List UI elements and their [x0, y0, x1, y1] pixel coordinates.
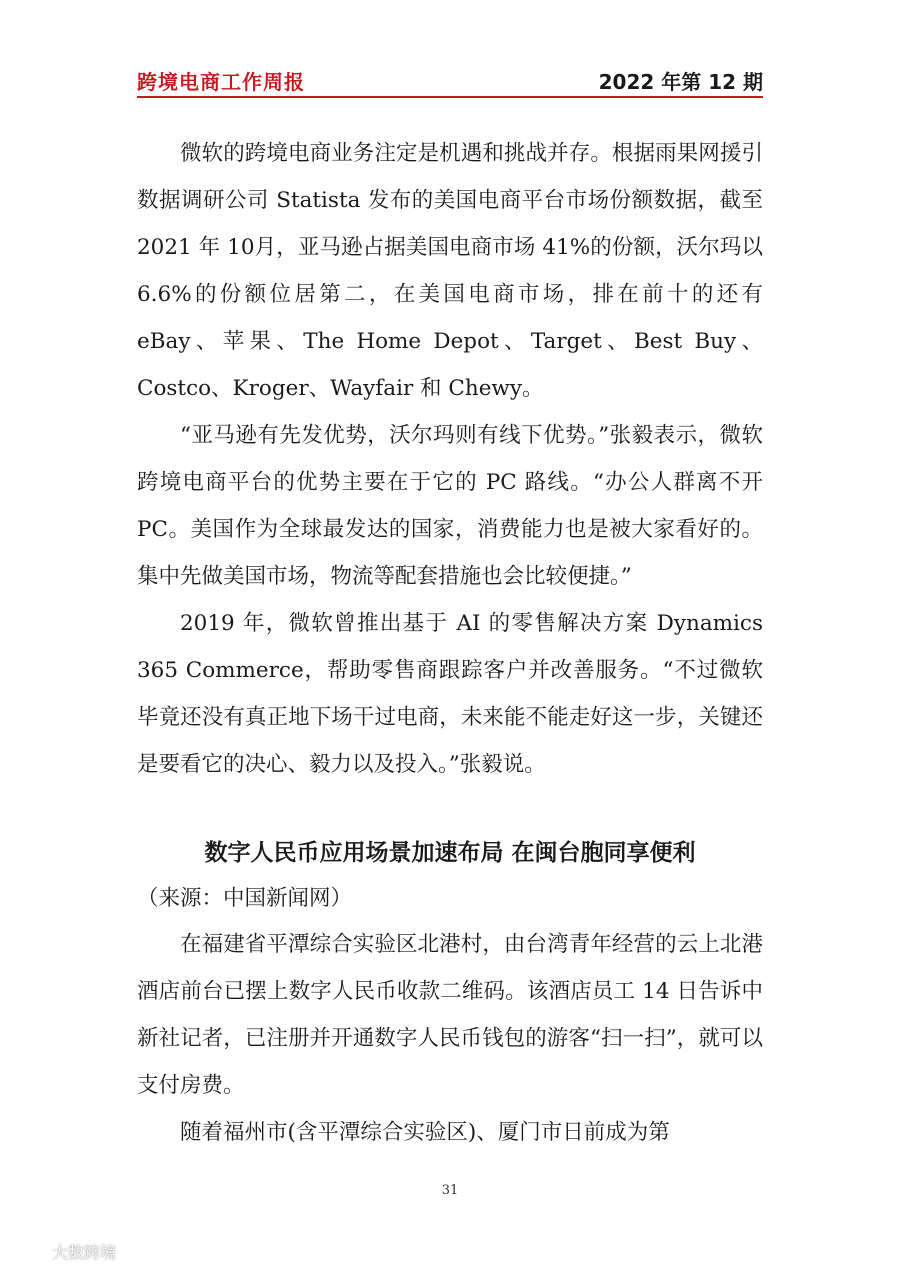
- article-source: （来源：中国新闻网）: [137, 886, 353, 911]
- paragraph: 在福建省平潭综合实验区北港村，由台湾青年经营的云上北港酒店前台已摆上数字人民币收款二维码。该酒店员工 14 日告诉中新社记者，已注册并开通数字人民币钱包的游客“扫一扫”，就可以支付房费。: [137, 932, 763, 1098]
- paragraph: “亚马逊有先发优势，沃尔玛则有线下优势。”张毅表示，微软跨境电商平台的优势主要在于它的 PC 路线。“办公人群离不开 PC。美国作为全球最发达的国家，消费能力也是被大家看好的。集中先做美国市场，物流等配套措施也会比较便捷。”: [137, 423, 763, 589]
- watermark-text: 大数跨境: [52, 1243, 117, 1262]
- page-body: [137, 130, 763, 1156]
- paragraph: 随着福州市(含平潭综合实验区)、厦门市日前成为第: [180, 1120, 670, 1145]
- page-number: 31: [441, 1183, 459, 1198]
- article-title: 数字人民币应用场景加速布局 在闽台胞同享便利: [204, 840, 696, 866]
- publication-title: 跨境电商工作周报: [137, 70, 305, 94]
- paragraph: 微软的跨境电商业务注定是机遇和挑战并存。根据雨果网援引数据调研公司 Statista 发布的美国电商平台市场份额数据，截至 2021 年 10月，亚马逊占据美国电商市场 41%的份额，沃尔玛以 6.6%的份额位居第二，在美国电商市场，排在前十的还有 eBay、苹果、The Home Depot、Target、Best Buy、Costco、Kroger、Wayfair 和 Chewy。: [137, 141, 763, 401]
- watermark: [8, 1240, 116, 1263]
- issue-number: 2022 年第 12 期: [598, 70, 763, 94]
- paragraph: 2019 年，微软曾推出基于 AI 的零售解决方案 Dynamics 365 Commerce，帮助零售商跟踪客户并改善服务。“不过微软毕竟还没有真正地下场干过电商，未来能不能走好这一步，关键还是要看它的决心、毅力以及投入。”张毅说。: [137, 611, 763, 777]
- watermark-logo-icon: [8, 1241, 46, 1263]
- page-header: [137, 62, 763, 98]
